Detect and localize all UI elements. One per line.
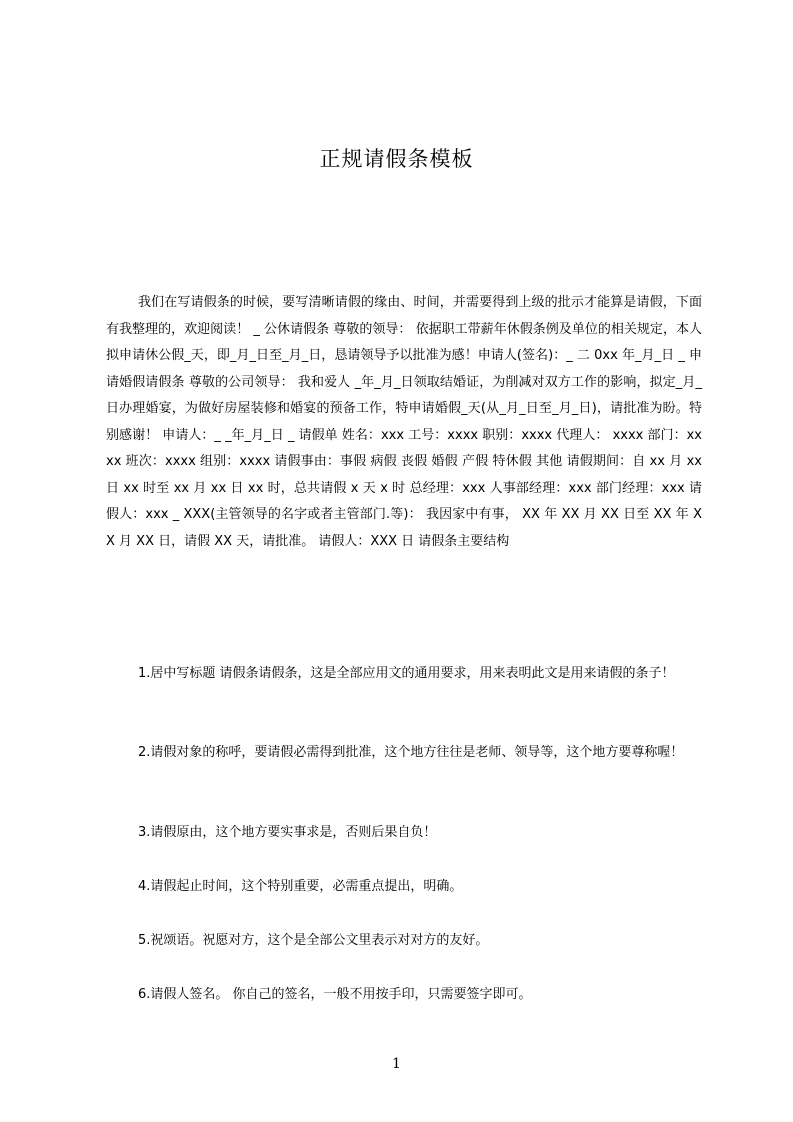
structure-item-5: 5.祝颂语。祝愿对方，这个是全部公文里表示对对方的友好。 (138, 933, 489, 948)
body-paragraph: 我们在写请假条的时候，要写清晰请假的缘由、时间，并需要得到上级的批示才能算是请假，下面有我整理的，欢迎阅读！ _ 公休请假条 尊敬的领导： 依据职工带薪年休假条例及单位的相关规定，本人拟申请休公假_天，即_月_日至_月_日，恳请领导予以批准为感！申请人(签名)：_ 二 0xx 年_月_日 _ 申请婚假请假条 尊敬的公司领导： 我和爱人 _年_月_日领取结婚证，为削减对双方工作的影响，拟定_月_日办理婚宴，为做好房屋装修和婚宴的预备工作，特申请婚假_天(从_月_日至_月_日)，请批准为盼。特别感谢！ 申请人：_ _年_月_日 _ 请假单 姓名：xxx 工号：xxxx 职别：xxxx 代理人： xxxx 部门：xxxx 班次：xxxx 组别：xxxx 请假事由：事假 病假 丧假 婚假 产假 特休假 其他 请假期间：自 xx 月 xx 日 xx 时至 xx 月 xx 日 xx 时，总共请假 x 天 x 时 总经理：xxx 人事部经理：xxx 部门经理：xxx 请假人：xxx _ XXX(主管领导的名字或者主管部门.等)： 我因家中有事， XX 年 XX 月 XX 日至 XX 年 XX 月 XX 日，请假 XX 天，请批准。 请假人：XXX 日 请假条主要结构 (106, 295, 702, 549)
structure-item-6: 6.请假人签名。 你自己的签名，一般不用按手印，只需要签字即可。 (138, 987, 532, 1002)
structure-item-1: 1.居中写标题 请假条请假条，这是全部应用文的通用要求，用来表明此文是用来请假的条子！ (138, 666, 675, 681)
structure-item-2: 2.请假对象的称呼，要请假必需得到批准，这个地方往往是老师、领导等，这个地方要尊称喔！ (138, 745, 684, 760)
structure-item-4: 4.请假起止时间，这个特别重要，必需重点提出，明确。 (138, 879, 463, 894)
page-number: 1 (392, 1056, 401, 1072)
document-title: 正规请假条模板 (319, 147, 474, 171)
structure-item-3: 3.请假原由，这个地方要实事求是，否则后果自负！ (138, 825, 437, 840)
